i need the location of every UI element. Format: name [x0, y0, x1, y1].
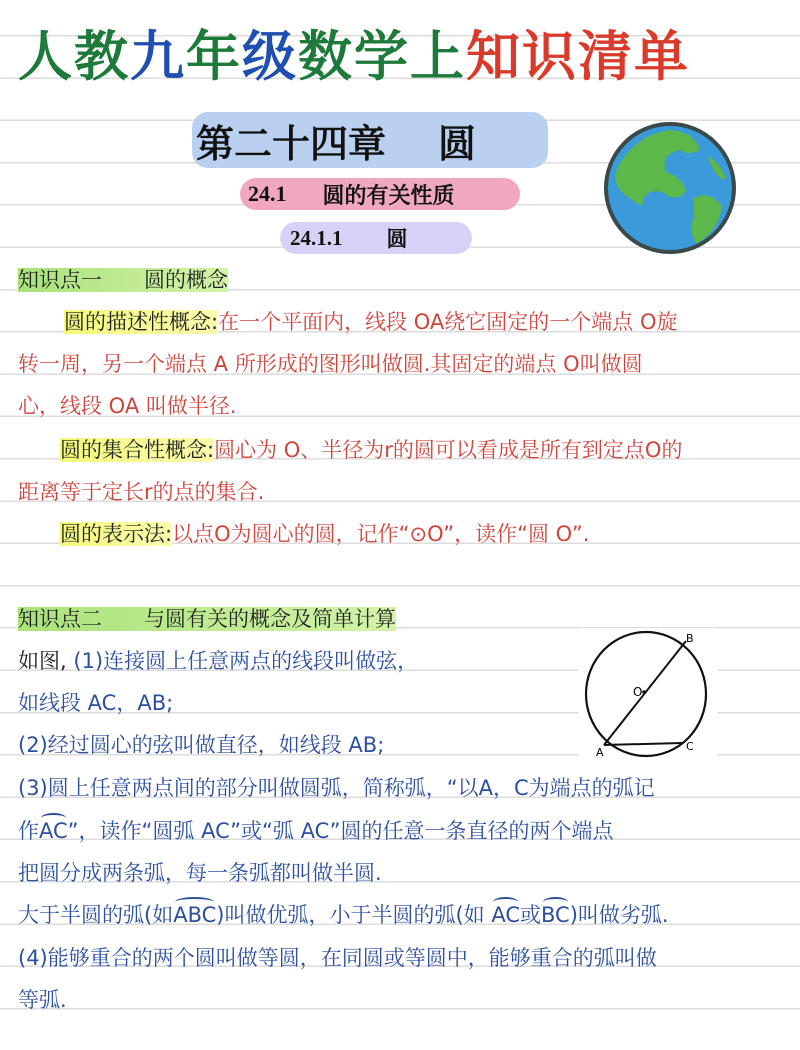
section-name: 圆的有关性质	[322, 182, 455, 208]
desc-text: 在一个平面内，线段 OA绕它固定的一个端点 O旋	[218, 310, 678, 334]
kp2-text: ”，读作“圆弧 AC”或“弧 AC”圆的任意一条直径的两个端点	[67, 819, 614, 843]
set-text: 圆心为 O、半径为r的圆可以看成是所有到定点O的	[214, 438, 683, 462]
kp1-heading	[18, 266, 228, 294]
section-heading	[240, 178, 520, 210]
kp2-line: (3)圆上任意两点间的部分叫做圆弧，简称弧，“以A，C为端点的弧记	[18, 776, 655, 800]
kp2-text: 或	[520, 903, 542, 927]
set-label: 圆的集合性概念:	[60, 438, 215, 462]
subsection-number: 24.1.1	[290, 225, 343, 250]
kp2-line: 如线段 AC，AB;	[18, 691, 174, 715]
kp2-text: (1)连接圆上任意两点的线段叫做弦，	[73, 649, 419, 673]
kp2-line: 把圆分成两条弧，每一条弧都叫做半圆.	[18, 861, 382, 885]
kp2-heading	[18, 605, 396, 633]
subsection-heading	[280, 222, 472, 254]
title-part: 年	[186, 24, 242, 88]
kp1-set-line: 距离等于定长r的点的集合.	[18, 480, 265, 504]
globe-icon	[600, 120, 740, 256]
arc-notation: BC	[541, 903, 570, 927]
kp1-desc-line: 转一周，另一个端点 A 所形成的图形叫做圆.其固定的端点 O叫做圆	[18, 352, 643, 376]
kp2-heading-text: 知识点二 与圆有关的概念及简单计算	[18, 607, 396, 631]
kp2-line	[18, 647, 418, 675]
chapter-name: 圆	[438, 123, 477, 166]
arc-notation: AC	[39, 819, 68, 843]
kp1-set-line	[60, 436, 682, 464]
kp2-text: 作	[18, 819, 39, 843]
kp2-text: 大于半圆的弧(如	[18, 903, 174, 927]
kp2-intro: 如图,	[18, 649, 67, 673]
point-label-b: B	[686, 632, 694, 645]
notation-label: 圆的表示法:	[60, 522, 173, 546]
kp2-line	[18, 817, 614, 845]
title-part: 级	[242, 24, 298, 88]
kp1-desc-line: 心，线段 OA 叫做半径.	[18, 394, 237, 418]
kp1-heading-text: 知识点一 圆的概念	[18, 268, 228, 292]
point-label-a: A	[596, 746, 604, 759]
kp2-text: )叫做劣弧.	[569, 903, 669, 927]
point-label-c: C	[686, 740, 694, 753]
kp2-line	[18, 901, 669, 929]
circle-diagram	[578, 628, 718, 764]
kp2-line: (4)能够重合的两个圆叫做等圆，在同圆或等圆中，能够重合的弧叫做	[18, 946, 657, 970]
point-label-o: O	[633, 685, 643, 699]
title-part: 数学上	[298, 24, 466, 88]
title-part: 人教	[18, 24, 130, 88]
kp2-line: (2)经过圆心的弦叫做直径，如线段 AB;	[18, 733, 385, 757]
notation-text: 以点O为圆心的圆，记作“⊙O”，读作“圆 O”.	[172, 522, 590, 546]
kp1-notation-line	[60, 520, 589, 548]
kp2-line: 等弧.	[18, 988, 67, 1012]
kp2-text: )叫做优弧，小于半圆的弧(如	[216, 903, 492, 927]
title-part: 知识清单	[466, 24, 690, 88]
arc-notation: AC	[491, 903, 521, 927]
title-part: 九	[130, 24, 186, 88]
page-title	[18, 14, 690, 91]
desc-label: 圆的描述性概念:	[64, 310, 219, 334]
subsection-name: 圆	[386, 227, 408, 251]
chapter-label: 第二十四章	[196, 123, 387, 166]
kp1-desc-line	[64, 308, 677, 336]
arc-notation: ABC	[173, 903, 217, 927]
section-number: 24.1	[248, 181, 287, 206]
chapter-heading	[192, 112, 548, 168]
